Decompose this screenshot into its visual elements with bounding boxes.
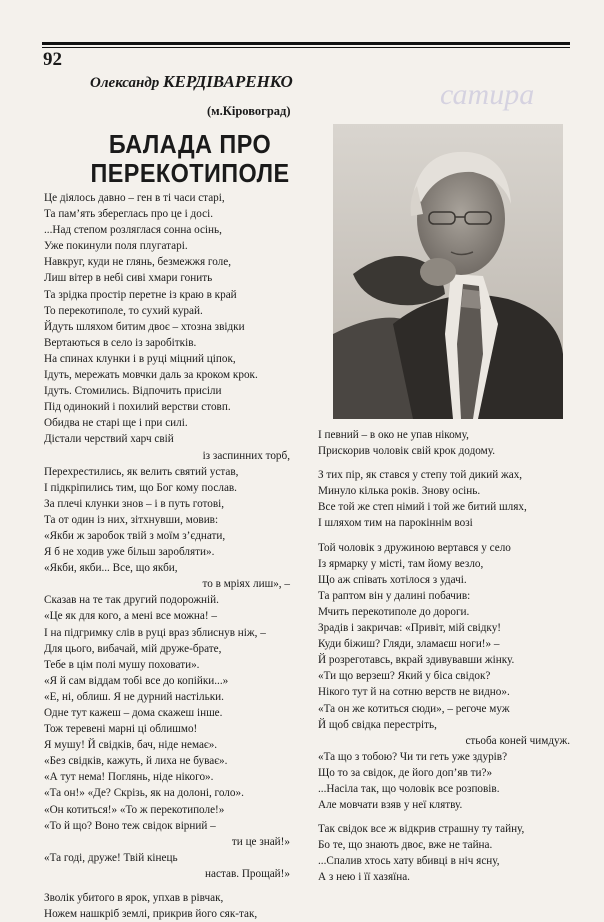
- poem-line: Йдуть шляхом битим двоє – хтозна звідки: [44, 320, 245, 333]
- poem-line: Ножем нашкріб землі, прикрив його сяк-так,: [44, 908, 258, 921]
- poem-line: І певний – в око не упав нікому,: [318, 429, 469, 441]
- reverse-side-bleed-through: [420, 74, 568, 116]
- poem-line: Нікого тут й на сотню верств не видно».: [318, 686, 510, 699]
- poem-line: І підкріпились тим, що Бог кому послав.: [44, 481, 237, 494]
- poem-line: Під одинокий і похилий верстви стовп.: [44, 401, 231, 414]
- poem-line: Ідуть, мережать мовчки даль за кроком крок.: [44, 369, 258, 382]
- poem-line: стьоба коней чимдуж.: [465, 734, 570, 747]
- poem-line: Я б не ходив уже більш заробляти».: [44, 546, 215, 559]
- poem-line: «Та он!» «Де? Скрізь, як на долоні, голо».: [44, 787, 244, 800]
- author-name: [90, 72, 293, 92]
- poem-line: Що то за свідок, де його доп’яв ти?»: [318, 766, 493, 779]
- poem-line: Я мушу! Й свідків, бач, ніде немає».: [44, 739, 218, 752]
- poem-column-left: [44, 190, 296, 922]
- poem-line: Це діялось давно – ген в ті часи старі,: [44, 192, 225, 204]
- poem-line: Вертаються в село із заробітків.: [44, 336, 197, 349]
- poem-line: «Та он же котиться сюди», – регоче муж: [318, 702, 510, 715]
- author-first-name: Олександр: [90, 75, 160, 91]
- poem-line: Куди біжиш? Гляди, зламаєш ноги!» –: [318, 638, 500, 651]
- poem-line: Обидва не старі ще і при силі.: [44, 417, 188, 430]
- poem-title: [77, 130, 304, 188]
- poem-line: «Та годі, друже! Твій кінець: [44, 851, 178, 864]
- poem-line: Бо те, що знають двоє, вже не тайна.: [318, 839, 493, 852]
- poem-line: Так свідок все ж відкрив страшну ту тайну,: [318, 823, 525, 836]
- poem-line: Навкруг, куди не глянь, безмежжя голе,: [44, 256, 231, 269]
- author-surname: КЕРДІВАРЕНКО: [163, 72, 293, 91]
- poem-line: Уже покинули поля плугатарі.: [44, 240, 188, 253]
- poem-line: За плечі клунки знов – і в путь готові,: [44, 497, 225, 510]
- poem-line: Та зрідка простір перетне із краю в край: [44, 288, 237, 301]
- poem-line: ...Над степом розляглася сонна осінь,: [44, 224, 222, 237]
- poem-line: З тих пір, як стався у степу той дикий жах,: [318, 469, 523, 482]
- poem-line: Але мовчати взяв у неї клятву.: [318, 799, 463, 812]
- poem-line: І шляхом тим на парокіннім возі: [318, 517, 473, 530]
- poem-line: Перехрестились, як велить святий устав,: [44, 465, 239, 478]
- poem-line: ...Насіла так, що чоловік все розповів.: [318, 782, 500, 795]
- poem-line: Із ярмарку у місті, там йому везло,: [318, 557, 484, 570]
- poem-line: Все той же степ німий і той же битий шлях,: [318, 501, 527, 514]
- poem-line: ти це знай!»: [231, 835, 290, 848]
- author-photo: [333, 124, 563, 419]
- poem-line: То перекотиполе, то сухий курай.: [44, 304, 203, 317]
- poem-line: «То й що? Воно теж свідок вірний –: [44, 819, 216, 832]
- poem-line: із заспинних торб,: [202, 449, 290, 462]
- stanza-break: [318, 813, 576, 821]
- poem-title-line: ПЕРЕКОТИПОЛЕ: [90, 158, 290, 188]
- poem-line: Зволік убитого в ярок, упхав в рівчак,: [44, 892, 224, 905]
- poem-line: Одне тут кажеш – дома скажеш інше.: [44, 707, 223, 719]
- poem-line: Й щоб свідка перестріть,: [318, 718, 437, 731]
- poem-line: «Та що з тобою? Чи ти геть уже здурів?: [318, 750, 508, 763]
- poem-line: «Без свідків, кажуть, й лиха не буває».: [44, 755, 228, 768]
- poem-line: Зрадів і закричав: «Привіт, мій свідку!: [318, 622, 502, 635]
- poem-line: Прискорив чоловік свій крок додому.: [318, 445, 495, 458]
- poem-line: «Якби, якби... Все, що якби,: [44, 562, 178, 575]
- poem-line: настав. Прощай!»: [205, 867, 290, 880]
- poem-line: Та пам’ять збереглась про це і досі.: [44, 208, 213, 221]
- poem-line: Й розреготавсь, вкрай здивувавши жінку.: [318, 654, 515, 667]
- bleed-through-lettering: сатира: [440, 78, 535, 111]
- page-number: 92: [43, 49, 62, 70]
- poem-line: то в мріях лиш», –: [202, 578, 290, 591]
- author-city: (м.Кіровоград): [207, 104, 291, 118]
- header-rule-thin: [42, 47, 570, 48]
- poem-line: ...Спалив хтось хату вбивці в ніч ясну,: [318, 855, 500, 868]
- poem-line: Для цього, вибачай, мій друже-брате,: [44, 642, 222, 655]
- poem-line: «Ти що верзеш? Який у біса свідок?: [318, 670, 491, 683]
- poem-line: Той чоловік з дружиною вертався у село: [318, 541, 511, 554]
- poem-line: Сказав на те так другий подорожній.: [44, 594, 219, 607]
- header-rule-thick: [42, 42, 570, 45]
- poem-line: Тебе в цім полі мушу поховати».: [44, 658, 200, 671]
- poem-line: «Я й сам віддам тобі все до копійки...»: [44, 674, 229, 687]
- poem-line: «Якби ж заробок твій з моїм з’єднати,: [44, 529, 226, 542]
- stanza-break: [44, 882, 296, 890]
- author-portrait-image: [333, 124, 563, 419]
- poem-column-right: [318, 427, 576, 886]
- poem-line: І на підгримку слів в руці враз зблиснув ніж, –: [44, 626, 266, 639]
- poem-line: Мчить перекотиполе до дороги.: [318, 605, 470, 618]
- poem-line: Та раптом він у далині побачив:: [318, 589, 471, 602]
- poem-line: Та от один із них, зітхнувши, мовив:: [44, 513, 219, 526]
- poem-line: Дістали черствий харч свій: [44, 433, 174, 446]
- poem-line: «Е, ні, облиш. Я не дурний настільки.: [44, 690, 224, 703]
- poem-line: А з нею і її хазяїна.: [318, 871, 410, 884]
- poem-line: Ідуть. Стомились. Відпочить присіли: [44, 385, 222, 398]
- poem-line: «Он котиться!» «То ж перекотиполе!»: [44, 803, 225, 816]
- poem-line: Тож теревені марні ці облишмо!: [44, 723, 198, 736]
- poem-line: Лиш вітер в небі сиві хмари гонить: [44, 272, 213, 285]
- poem-line: Минуло кілька років. Знову осінь.: [318, 485, 481, 498]
- poem-line: Що аж співать хотілося з удачі.: [318, 573, 467, 586]
- poem-title-line: БАЛАДА ПРО: [108, 129, 272, 159]
- poem-line: На спинах клунки і в руці міцний ціпок,: [44, 352, 236, 365]
- stanza-break: [318, 459, 576, 467]
- poem-line: «Це як для кого, а мені все можна! –: [44, 610, 217, 623]
- stanza-break: [318, 532, 576, 540]
- poem-line: «А тут нема! Поглянь, ніде нікого».: [44, 771, 214, 784]
